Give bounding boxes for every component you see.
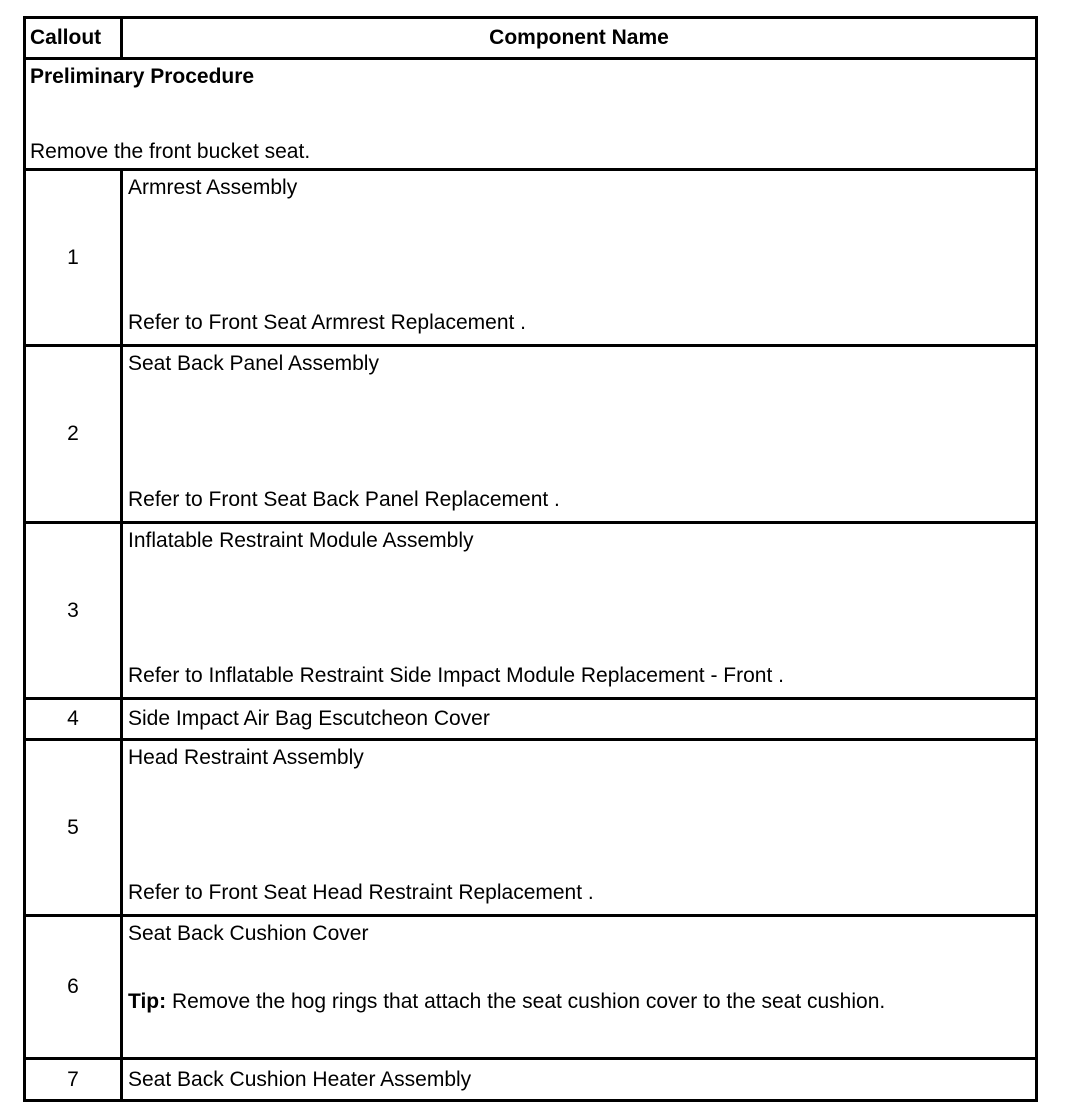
callout-number: 1 — [25, 170, 122, 346]
components-table — [23, 16, 1038, 1102]
preliminary-title: Preliminary Procedure — [30, 65, 255, 88]
component-name: Inflatable Restraint Module Assembly — [128, 529, 474, 552]
component-name: Armrest Assembly — [128, 176, 298, 199]
table-header — [25, 18, 1037, 59]
callout-number: 3 — [25, 523, 122, 699]
callout-number: 6 — [25, 916, 122, 1059]
reference-note: Refer to Inflatable Restraint Side Impact Module Replacement - Front . — [128, 664, 784, 687]
table-row — [25, 523, 1037, 699]
preliminary-text: Remove the front bucket seat. — [30, 140, 311, 163]
reference-note: Refer to Front Seat Back Panel Replacement . — [128, 488, 560, 511]
reference-note: Refer to Front Seat Head Restraint Replacement . — [128, 881, 594, 904]
component-name: Side Impact Air Bag Escutcheon Cover — [128, 707, 490, 730]
component-name: Seat Back Cushion Heater Assembly — [128, 1067, 472, 1091]
component-name-header: Component Name — [122, 18, 1037, 59]
callout-number: 2 — [25, 346, 122, 523]
table-row — [25, 740, 1037, 916]
reference-note: Refer to Front Seat Armrest Replacement . — [128, 311, 526, 334]
component-name: Head Restraint Assembly — [128, 746, 364, 769]
callout-number: 7 — [25, 1059, 122, 1101]
tip-text: Remove the hog rings that attach the seat cushion cover to the seat cushion. — [166, 990, 886, 1013]
callout-number: 5 — [25, 740, 122, 916]
component-name: Seat Back Panel Assembly — [128, 352, 379, 375]
table-row — [25, 1059, 1037, 1101]
table-row — [25, 916, 1037, 1059]
table-row — [25, 346, 1037, 523]
callout-number: 4 — [25, 699, 122, 740]
tip-label: Tip: — [128, 990, 167, 1013]
tip-note — [128, 990, 1030, 1014]
component-name: Seat Back Cushion Cover — [128, 922, 369, 945]
callout-header: Callout — [25, 18, 122, 59]
table-row — [25, 699, 1037, 740]
preliminary-row — [25, 59, 1037, 170]
table-row — [25, 170, 1037, 346]
